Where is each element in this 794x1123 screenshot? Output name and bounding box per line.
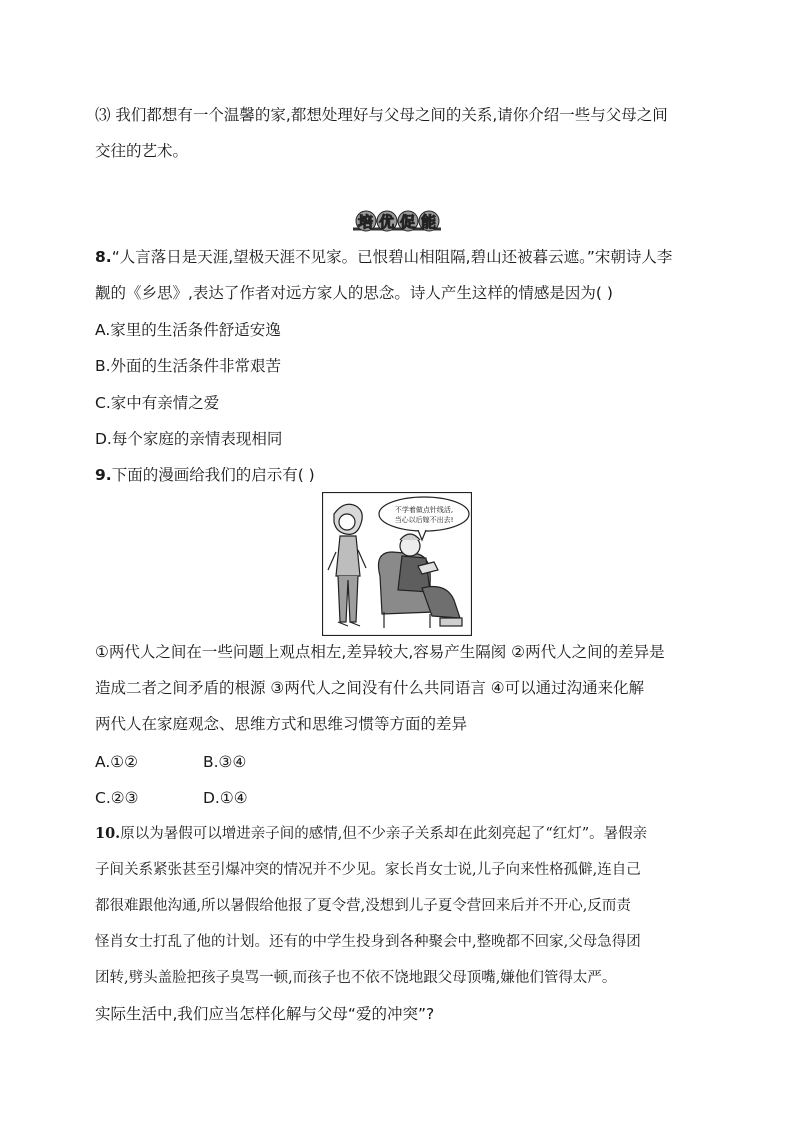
badge-char-4: 能 — [420, 212, 436, 231]
cartoon-drawing — [322, 492, 472, 636]
badge-char-2: 优 — [378, 212, 394, 231]
q10-passage-line3: 都很难跟他沟通,所以暑假给他报了夏令营,没想到儿子夏令营回来后并不开心,反而责 — [95, 898, 631, 914]
q10-passage-line5: 团转,劈头盖脸把孩子臭骂一顿,而孩子也不依不饶地跟父母顶嘴,嫌他们管得太严。 — [95, 970, 617, 986]
q9-statements-line3: 两代人在家庭观念、思维方式和思维习惯等方面的差异 — [95, 715, 468, 733]
q10-passage-line2: 子间关系紧张甚至引爆冲突的情况并不少见。家长肖女士说,儿子向来性格孤僻,连自己 — [95, 862, 641, 878]
q9-stem-text: 下面的漫画给我们的启示有( ) — [111, 466, 315, 484]
q9-option-a: A.①② — [95, 753, 139, 771]
q10-passage-line1 — [95, 823, 647, 845]
bubble-line2: 当心以后嫁不出去! — [394, 516, 454, 524]
bubble-line1: 不学着做点针线活, — [394, 506, 454, 514]
q8-stem-line1 — [95, 246, 672, 268]
q9-option-d: D.①④ — [203, 789, 248, 807]
q10-line1-text: 原以为暑假可以增进亲子间的感情,但不少亲子关系却在此刻亮起了“红灯”。暑假亲 — [120, 826, 648, 842]
q7-part3-line1: ⑶ 我们都想有一个温馨的家,都想处理好与父母之间的关系,请你介绍一些与父母之间 — [95, 106, 668, 124]
badge-text — [353, 208, 441, 234]
q9-stem — [95, 464, 315, 486]
q9-number: 9. — [95, 466, 112, 484]
q8-stem-line2: 觏的《乡思》,表达了作者对远方家人的思念。诗人产生这样的情感是因为( ) — [95, 284, 613, 302]
q9-statements-line2: 造成二者之间矛盾的根源 ③两代人之间没有什么共同语言 ④可以通过沟通来化解 — [95, 679, 645, 697]
q8-option-b: B.外面的生活条件非常艰苦 — [95, 357, 282, 375]
q10-passage-line4: 怪肖女士打乱了他的计划。还有的中学生投身到各种聚会中,整晚都不回家,父母急得团 — [95, 934, 641, 950]
badge-char-3: 促 — [399, 212, 415, 231]
q8-option-c: C.家中有亲情之爱 — [95, 394, 220, 412]
q9-option-b: B.③④ — [203, 753, 247, 771]
q8-number: 8. — [95, 248, 112, 266]
q8-option-a: A.家里的生活条件舒适安逸 — [95, 321, 281, 339]
q9-statements-line1: ①两代人之间在一些问题上观点相左,差异较大,容易产生隔阂 ②两代人之间的差异是 — [95, 643, 665, 661]
section-badge — [353, 208, 441, 234]
badge-char-1: 培 — [357, 212, 373, 231]
q9-option-c: C.②③ — [95, 789, 139, 807]
q10-question: 实际生活中,我们应当怎样化解与父母“爱的冲突”? — [95, 1005, 435, 1023]
q10-number: 10. — [95, 825, 121, 842]
q8-option-d: D.每个家庭的亲情表现相同 — [95, 430, 283, 448]
q7-part3-line2: 交往的艺术。 — [95, 142, 189, 160]
cartoon-image — [322, 492, 472, 636]
q8-line1-text: “人言落日是天涯,望极天涯不见家。已恨碧山相阻隔,碧山还被暮云遮。”宋朝诗人李 — [111, 248, 673, 266]
